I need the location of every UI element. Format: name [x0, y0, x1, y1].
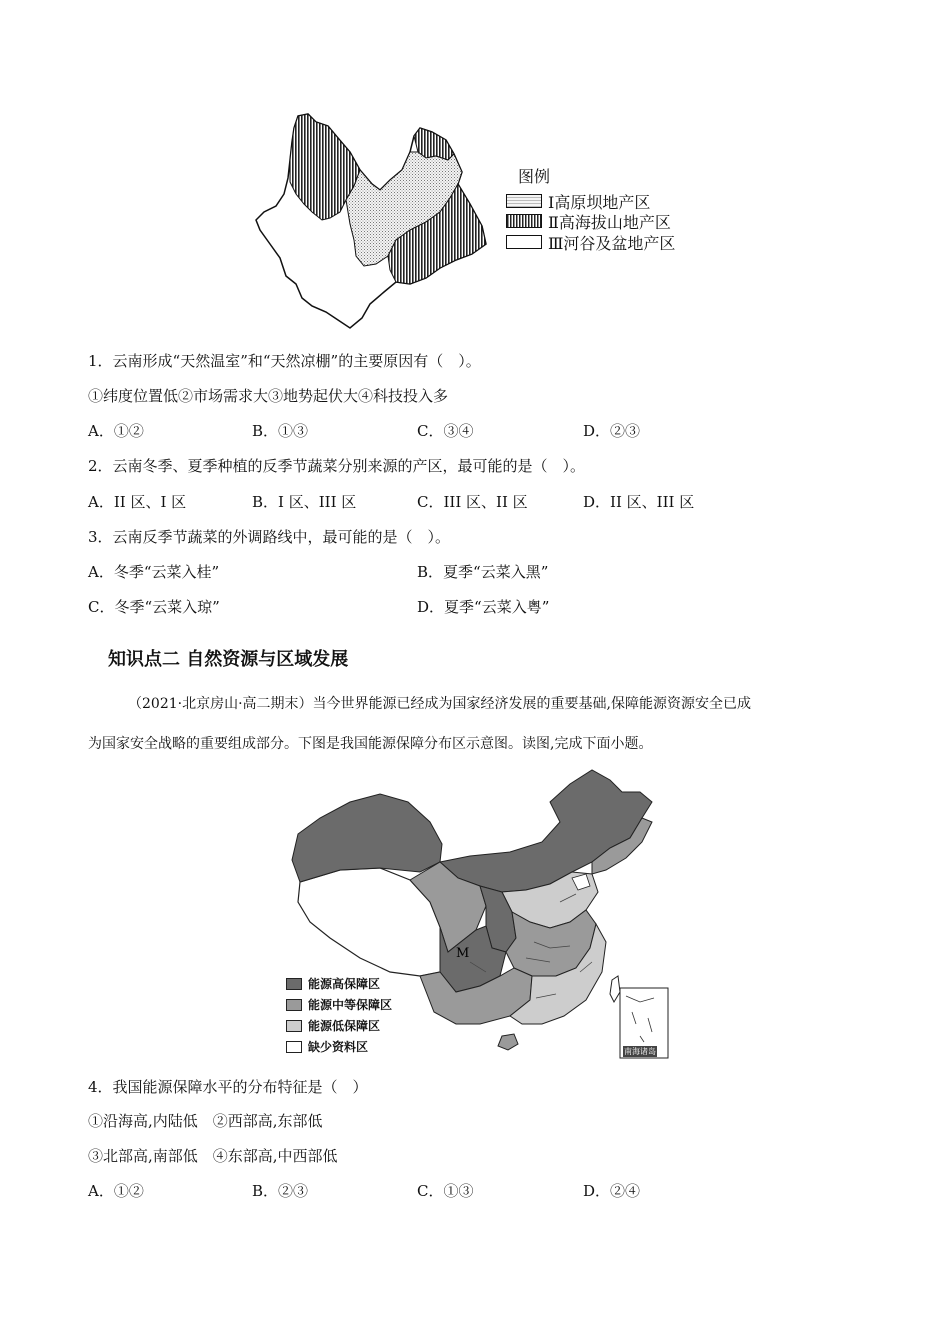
legend-swatch-low — [286, 1020, 302, 1032]
question-3-stem: 3．云南反季节蔬菜的外调路线中，最可能的是（ ）。 — [88, 528, 451, 546]
question-4-option-c[interactable]: C．①③ — [417, 1182, 474, 1200]
question-4-stem: 4．我国能源保障水平的分布特征是（ ） — [88, 1078, 368, 1096]
yunnan-legend-swatch-ii — [506, 214, 542, 228]
legend-swatch-lacking — [286, 1041, 302, 1053]
question-4-option-b[interactable]: B．②③ — [252, 1182, 309, 1200]
question-3-option-b[interactable]: B．夏季“云菜入黑” — [417, 563, 549, 581]
south-sea-inset-label: 南海诸岛 — [624, 1047, 656, 1056]
yunnan-legend-label-ii: Ⅱ高海拔山地产区 — [548, 213, 671, 232]
map-marker-m: M — [456, 946, 470, 961]
yunnan-map — [250, 108, 490, 333]
question-2-option-a[interactable]: A．II 区、I 区 — [88, 493, 187, 511]
question-1-option-b[interactable]: B．①③ — [252, 422, 309, 440]
question-3-option-d[interactable]: D．夏季“云菜入粤” — [417, 598, 550, 616]
question-2-option-b[interactable]: B．I 区、III 区 — [252, 493, 357, 511]
question-4-option-d[interactable]: D．②④ — [583, 1182, 641, 1200]
question-3-option-c[interactable]: C．冬季“云菜入琼” — [88, 598, 220, 616]
question-1-stem: 1．云南形成“天然温室”和“天然凉棚”的主要原因有（ ）。 — [88, 352, 481, 370]
region-taiwan — [610, 976, 620, 1002]
question-4-statement-2: ③北部高,南部低 ④东部高,中西部低 — [88, 1147, 338, 1165]
legend-label-low: 能源低保障区 — [308, 1019, 381, 1033]
question-1-option-a[interactable]: A．①② — [88, 422, 144, 440]
china-energy-figure — [280, 762, 670, 1062]
yunnan-legend-swatch-i — [506, 194, 542, 208]
question-1-option-d[interactable]: D．②③ — [583, 422, 641, 440]
question-1-statements: ①纬度位置低②市场需求大③地势起伏大④科技投入多 — [88, 387, 449, 405]
region-north-high — [440, 770, 652, 892]
question-4-option-a[interactable]: A．①② — [88, 1182, 144, 1200]
question-2-stem: 2．云南冬季、夏季种植的反季节蔬菜分别来源的产区，最可能的是（ ）。 — [88, 457, 586, 475]
yunnan-legend-swatch-iii — [506, 235, 542, 249]
intro-paragraph-line-2: 为国家安全战略的重要组成部分。下图是我国能源保障分布区示意图。读图,完成下面小题。 — [88, 736, 653, 752]
region-hainan — [498, 1034, 518, 1050]
intro-paragraph-line-1: （2021·北京房山·高二期末）当今世界能源已经成为国家经济发展的重要基础,保障能源资源安全已成 — [128, 696, 751, 712]
question-2-option-c[interactable]: C．III 区、II 区 — [417, 493, 528, 511]
question-1-option-c[interactable]: C．③④ — [417, 422, 474, 440]
legend-label-lacking: 缺少资料区 — [308, 1040, 369, 1054]
question-3-option-a[interactable]: A．冬季“云菜入桂” — [88, 563, 220, 581]
region-xinjiang-high — [292, 794, 442, 882]
legend-swatch-high — [286, 978, 302, 990]
section-title: 知识点二 自然资源与区域发展 — [108, 649, 349, 670]
yunnan-legend-title: 图例 — [518, 167, 551, 186]
yunnan-legend-label-iii: Ⅲ河谷及盆地产区 — [548, 234, 676, 253]
question-4-statement-1: ①沿海高,内陆低 ②西部高,东部低 — [88, 1112, 323, 1130]
yunnan-legend-label-i: Ⅰ高原坝地产区 — [548, 193, 651, 212]
legend-swatch-medium — [286, 999, 302, 1011]
legend-label-medium: 能源中等保障区 — [308, 998, 393, 1012]
question-2-option-d[interactable]: D．II 区、III 区 — [583, 493, 695, 511]
legend-label-high: 能源高保障区 — [308, 977, 381, 991]
yunnan-figure — [250, 108, 700, 333]
